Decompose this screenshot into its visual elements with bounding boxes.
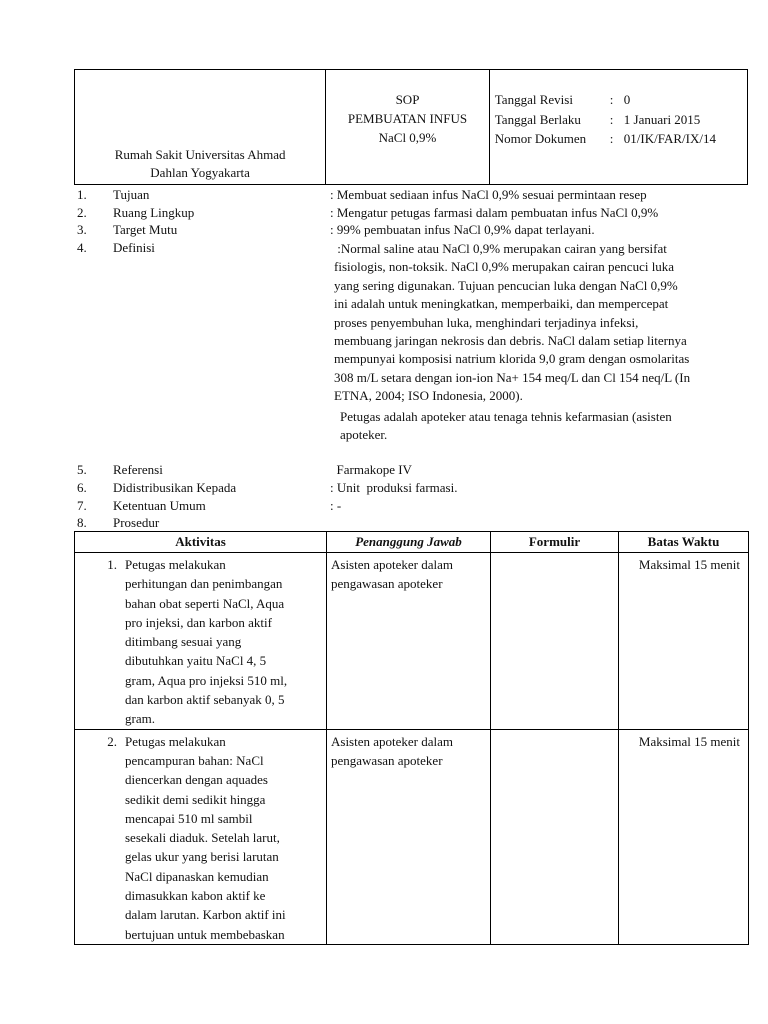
section-label: Didistribusikan Kepada xyxy=(113,480,237,495)
header-time-limit: Batas Waktu xyxy=(619,532,749,553)
activity-line: Petugas melakukan xyxy=(125,557,226,572)
activity-line: bertujuan untuk membebaskan xyxy=(125,926,285,942)
header-activity: Aktivitas xyxy=(75,532,327,553)
meta-value: 0 xyxy=(623,92,631,107)
section-value: Farmakope IV xyxy=(330,462,412,477)
meta-colon: : xyxy=(609,111,614,127)
header-form: Formulir xyxy=(491,532,619,553)
section-value: : 99% pembuatan infus NaCl 0,9% dapat terlayani. xyxy=(330,222,595,237)
definition-text xyxy=(334,240,746,444)
section-number: 1. xyxy=(77,187,87,202)
activity-text xyxy=(125,732,315,944)
header-responsible: Penanggung Jawab xyxy=(327,532,491,553)
activity-line: pro injeksi, dan karbon aktif xyxy=(125,614,272,630)
definition-line: apoteker. xyxy=(340,427,388,443)
section-value: : Mengatur petugas farmasi dalam pembuatan infus NaCl 0,9% xyxy=(330,205,659,220)
meta-value: 01/IK/FAR/IX/14 xyxy=(623,131,716,146)
definition-line: ini adalah untuk meningkatkan, memperbaiki, dan mempercepat xyxy=(334,296,669,312)
time-limit: Maksimal 15 menit xyxy=(638,733,740,749)
section-label: Prosedur xyxy=(113,515,160,530)
section-label: Referensi xyxy=(113,462,163,477)
sop-title xyxy=(326,90,489,147)
activity-line: perhitungan dan penimbangan xyxy=(125,576,283,592)
definition-line: mempunyai komposisi natrium klorida 9,0 gram dengan osmolaritas xyxy=(334,351,690,367)
meta-colon: : xyxy=(609,131,614,146)
meta-document-number xyxy=(495,129,716,149)
responsible-line: Asisten apoteker dalam xyxy=(331,733,454,749)
meta-colon: : xyxy=(609,92,614,107)
activity-line: mencapai 510 ml sambil xyxy=(125,810,253,826)
definition-line: proses penyembuhan luka, menghindari terjadinya infeksi, xyxy=(334,314,639,330)
procedure-header-row xyxy=(75,532,749,553)
activity-line: gelas ukur yang berisi larutan xyxy=(125,849,279,865)
section-number: 6. xyxy=(77,480,87,495)
activity-cell xyxy=(75,553,327,730)
sop-title-line2: PEMBUATAN INFUS xyxy=(347,111,468,126)
meta-label: Tanggal Berlaku xyxy=(494,111,581,127)
activity-line: Petugas melakukan xyxy=(125,733,226,749)
time-limit: Maksimal 15 menit xyxy=(638,557,740,572)
document-header xyxy=(74,69,748,185)
time-limit-cell xyxy=(619,553,749,730)
activity-line: bahan obat seperti NaCl, Aqua xyxy=(125,595,285,611)
definition-line: 308 m/L setara dengan ion-ion Na+ 154 meq/L dan Cl 154 neq/L (In xyxy=(334,369,691,385)
table-row xyxy=(75,553,749,730)
meta-label: Nomor Dokumen xyxy=(494,131,587,146)
responsible-cell xyxy=(327,729,491,944)
activity-line: sesekali diaduk. Setelah larut, xyxy=(125,830,280,846)
definition-line: membuang jaringan nekrosis dan debris. NaCl dalam setiap liternya xyxy=(334,333,687,349)
section-value: : Unit produksi farmasi. xyxy=(330,480,458,495)
sop-title-line3: NaCl 0,9% xyxy=(378,130,437,145)
sop-title-line1: SOP xyxy=(395,92,420,107)
definition-line: Petugas adalah apoteker atau tenaga tehnis kefarmasian (asisten xyxy=(340,408,672,424)
section-label: Definisi xyxy=(113,240,155,255)
definition-line: yang sering digunakan. Tujuan pencucian luka dengan NaCl 0,9% xyxy=(334,277,678,293)
hospital-name xyxy=(75,146,325,182)
table-row xyxy=(75,729,749,944)
section-number: 3. xyxy=(77,222,87,237)
hospital-name-line2: Dahlan Yogyakarta xyxy=(150,165,250,180)
section-value: : Membuat sediaan infus NaCl 0,9% sesuai permintaan resep xyxy=(330,187,647,202)
activity-line: pencampuran bahan: NaCl xyxy=(125,752,264,768)
section-label: Ketentuan Umum xyxy=(113,498,206,513)
section-number: 8. xyxy=(77,515,87,530)
definition-line: :Normal saline atau NaCl 0,9% merupakan cairan yang bersifat xyxy=(334,241,667,256)
step-number: 2. xyxy=(107,733,117,749)
section-number: 4. xyxy=(77,240,87,255)
hospital-name-line1: Rumah Sakit Universitas Ahmad xyxy=(114,147,286,162)
activity-text xyxy=(125,555,315,729)
document-meta-cell xyxy=(490,70,747,184)
form-cell xyxy=(491,729,619,944)
activity-line: diencerkan dengan aquades xyxy=(125,772,268,788)
activity-line: NaCl dipanaskan kemudian xyxy=(125,868,269,884)
activity-line: dibutuhkan yaitu NaCl 4, 5 xyxy=(125,653,267,669)
form-cell xyxy=(491,553,619,730)
hospital-cell xyxy=(75,70,326,184)
section-value: : - xyxy=(330,498,342,513)
activity-line: dalam larutan. Karbon aktif ini xyxy=(125,907,286,923)
step-number: 1. xyxy=(107,557,117,572)
activity-cell xyxy=(75,729,327,944)
sop-title-cell xyxy=(326,70,490,184)
section-label: Target Mutu xyxy=(113,222,178,237)
section-label: Tujuan xyxy=(113,187,150,202)
responsible-line: pengawasan apoteker xyxy=(331,752,443,768)
section-label: Ruang Lingkup xyxy=(113,205,195,220)
meta-label: Tanggal Revisi xyxy=(494,92,573,107)
responsible-cell xyxy=(327,553,491,730)
meta-value: 1 Januari 2015 xyxy=(623,111,701,127)
section-number: 7. xyxy=(77,498,87,513)
responsible-line: pengawasan apoteker xyxy=(331,576,443,592)
activity-line: gram, Aqua pro injeksi 510 ml, xyxy=(125,672,288,688)
section-number: 5. xyxy=(77,462,87,477)
meta-revision xyxy=(495,90,716,110)
document-meta xyxy=(495,90,716,149)
definition-line: fisiologis, non-toksik. NaCl 0,9% merupakan cairan pencuci luka xyxy=(334,259,675,275)
activity-line: sedikit demi sedikit hingga xyxy=(125,791,266,807)
activity-line: dimasukkan kabon aktif ke xyxy=(125,888,266,904)
activity-line: dan karbon aktif sebanyak 0, 5 xyxy=(125,692,285,708)
section-number: 2. xyxy=(77,205,87,220)
activity-line: ditimbang sesuai yang xyxy=(125,634,242,650)
meta-effective-date xyxy=(495,110,716,130)
activity-line: gram. xyxy=(125,711,155,727)
procedure-table xyxy=(74,531,749,945)
definition-line: ETNA, 2004; ISO Indonesia, 2000). xyxy=(334,388,523,404)
time-limit-cell xyxy=(619,729,749,944)
responsible-line: Asisten apoteker dalam xyxy=(331,557,454,572)
